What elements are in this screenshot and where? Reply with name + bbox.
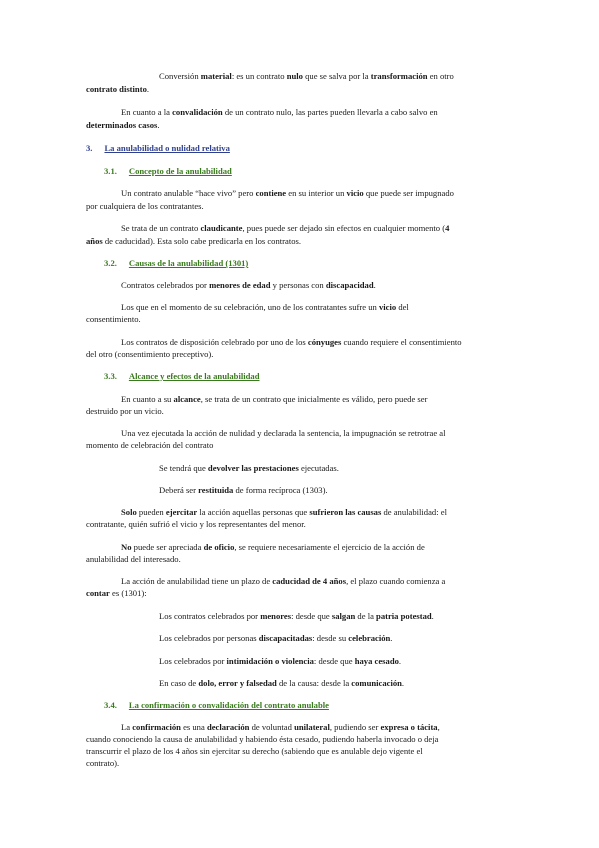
para-causa-vicio: Los que en el momento de su celebración, uno de los contratantes sufre un vicio del <box>121 302 409 312</box>
para-alcance: En cuanto a su alcance, se trata de un contrato que inicialmente es válido, pero puede ser <box>121 394 428 404</box>
para-plazo: La acción de anulabilidad tiene un plazo de caducidad de 4 años, el plazo cuando comienza a <box>121 576 446 586</box>
para-retrotrae: Una vez ejecutada la acción de nulidad y declarada la sentencia, la impugnación se retrotrae al <box>121 428 446 438</box>
heading-3: 3. La anulabilidad o nulidad relativa <box>86 143 230 153</box>
para-causa-menores: Contratos celebrados por menores de edad y personas con discapacidad. <box>121 280 376 290</box>
para-confirmacion-cont-1: cuando conociendo la causa de anulabilidad y habiendo ésta cesado, pudiendo haberla invocado o deja <box>86 734 439 744</box>
para-claudicante-cont: años de caducidad). Esta solo cabe predicarla en los contratos. <box>86 236 302 246</box>
para-confirmacion: La confirmación es una declaración de voluntad unilateral, pudiendo ser expresa o tácita, <box>121 722 440 732</box>
para-claudicante: Se trata de un contrato claudicante, pues puede ser dejado sin efectos en cualquier momento (4 <box>121 223 450 233</box>
para-convalidacion: En cuanto a la convalidación de un contrato nulo, las partes pueden llevarla a cabo salvo en <box>121 107 438 117</box>
para-causa-conyuges-cont: del otro (consentimiento preceptivo). <box>86 349 214 359</box>
item-menores: Los contratos celebrados por menores: desde que salgan de la patria potestad. <box>159 611 434 621</box>
heading-3-2: 3.2. Causas de la anulabilidad (1301) <box>104 258 249 268</box>
para-legitimacion-cont: contratante, quién sufrió el vicio y los representantes del menor. <box>86 519 306 529</box>
para-conversion-material: Conversión material: es un contrato nulo que se salva por la transformación en otro <box>159 71 454 81</box>
para-causa-vicio-cont: consentimiento. <box>86 314 141 324</box>
para-causa-conyuges: Los contratos de disposición celebrado por uno de los cónyuges cuando requiere el consentimiento <box>121 337 462 347</box>
item-discapacitadas: Los celebrados por personas discapacitadas: desde su celebración. <box>159 633 393 643</box>
item-devolver-prestaciones: Se tendrá que devolver las prestaciones ejecutadas. <box>159 463 339 473</box>
para-confirmacion-cont-2: transcurrir el plazo de los 4 años sin ejercitar su derecho (sabiendo que es anulable dejo vigente el <box>86 746 423 756</box>
para-convalidacion-cont: determinados casos. <box>86 120 160 130</box>
para-conversion-material-cont: contrato distinto. <box>86 84 150 94</box>
para-de-oficio-cont: anulabilidad del interesado. <box>86 554 181 564</box>
para-de-oficio: No puede ser apreciada de oficio, se requiere necesariamente el ejercicio de la acción de <box>121 542 425 552</box>
para-contrato-anulable: Un contrato anulable “hace vivo” pero contiene en su interior un vicio que puede ser impugnado <box>121 188 454 198</box>
heading-3-1: 3.1. Concepto de la anulabilidad <box>104 166 232 176</box>
item-dolo: En caso de dolo, error y falsedad de la causa: desde la comunicación. <box>159 678 405 688</box>
para-confirmacion-cont-3: contrato). <box>86 758 120 768</box>
item-restituida: Deberá ser restituida de forma recíproca (1303). <box>159 485 328 495</box>
heading-3-4: 3.4. La confirmación o convalidación del contrato anulable <box>104 700 329 710</box>
para-alcance-cont: destruido por un vicio. <box>86 406 164 416</box>
para-plazo-cont: contar es (1301): <box>86 588 147 598</box>
para-contrato-anulable-cont: por cualquiera de los contratantes. <box>86 201 204 211</box>
para-retrotrae-cont: momento de celebración del contrato <box>86 440 214 450</box>
heading-3-3: 3.3. Alcance y efectos de la anulabilidad <box>104 371 260 381</box>
item-intimidacion: Los celebrados por intimidación o violencia: desde que haya cesado. <box>159 656 402 666</box>
para-legitimacion: Solo pueden ejercitar la acción aquellas personas que sufrieron las causas de anulabilidad: el <box>121 507 447 517</box>
